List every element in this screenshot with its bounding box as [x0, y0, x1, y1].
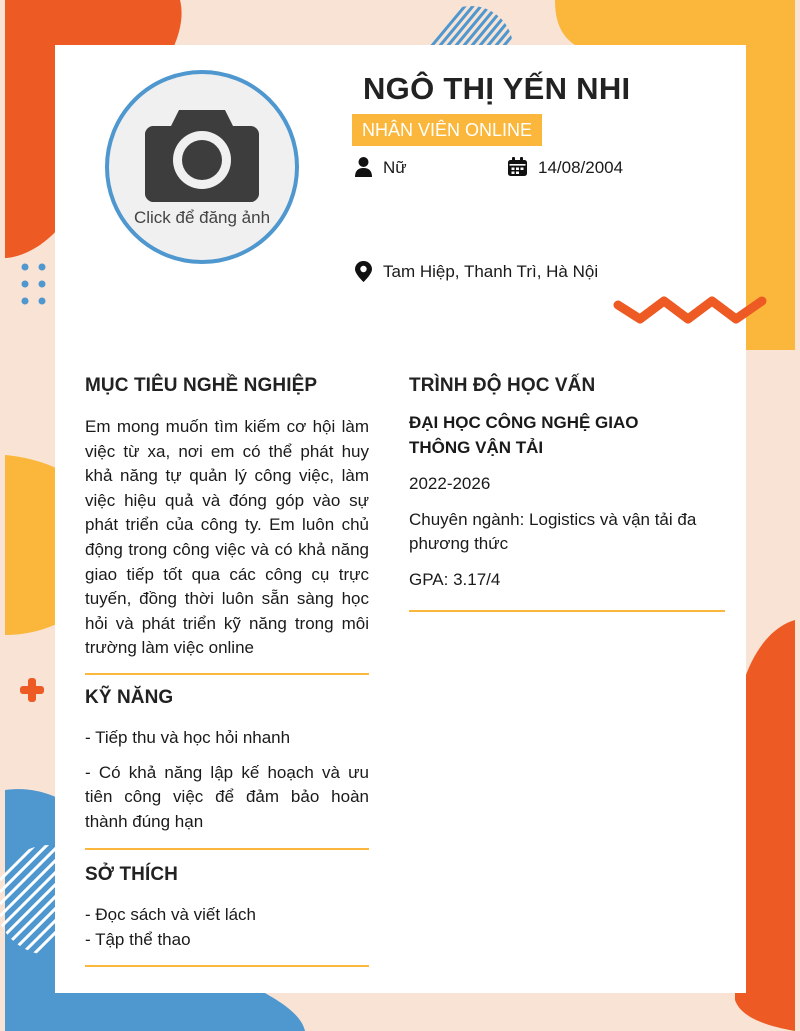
gender-value: Nữ	[383, 158, 407, 177]
hobby-item: - Tập thể thao	[85, 929, 191, 949]
major: Chuyên ngành: Logistics và vận tải đa phương thức	[409, 509, 697, 554]
plus-decoration	[20, 678, 44, 702]
hobby-item: - Đọc sách và viết lách	[85, 905, 257, 925]
left-column	[85, 375, 369, 967]
section-divider	[85, 673, 369, 675]
skills-heading: KỸ NĂNG	[85, 686, 174, 708]
location-pin-icon	[355, 261, 372, 282]
skill-item: - Có khả năng lập kế hoạch và ưu tiên công việc để đảm bảo hoàn thành đúng hạn	[85, 762, 369, 831]
position-badge: NHÂN VIÊN ONLINE	[352, 114, 542, 146]
section-divider	[85, 848, 369, 850]
objective-text: Em mong muốn tìm kiếm cơ hội làm việc từ xa, nơi em có thể phát huy khả năng tự quản lý công việc, làm việc hiệu quả và đóng góp vào sự phát triển của công ty. Em luôn chủ động trong công việc và có khả năng giao tiếp tốt qua các công cụ trực tuyến, đồng thời luôn sẵn sàng học hỏi và phát triển kỹ năng trong môi trường làm việc online	[85, 417, 369, 658]
right-column	[409, 375, 725, 612]
skill-item: - Tiếp thu và học hỏi nhanh	[85, 727, 291, 747]
section-divider	[409, 610, 725, 612]
candidate-name: NGÔ THỊ YẾN NHI	[363, 71, 631, 106]
zigzag-decoration	[612, 293, 774, 329]
education-heading: TRÌNH ĐỘ HỌC VẤN	[409, 375, 596, 396]
upload-photo-caption: Click để đăng ảnh	[133, 208, 271, 227]
profile-photo[interactable]	[105, 70, 299, 264]
user-icon	[355, 157, 372, 177]
section-divider	[85, 965, 369, 967]
calendar-icon	[508, 157, 527, 176]
resume-card	[55, 45, 746, 993]
objective-heading: MỤC TIÊU NGHỀ NGHIỆP	[85, 375, 318, 396]
hobbies-heading: SỞ THÍCH	[85, 864, 179, 886]
camera-icon	[145, 102, 259, 202]
gpa: GPA: 3.17/4	[409, 569, 501, 589]
birthdate-value: 14/08/2004	[538, 158, 624, 177]
study-years: 2022-2026	[409, 474, 491, 494]
address-value: Tam Hiệp, Thanh Trì, Hà Nội	[383, 262, 599, 281]
school-name: ĐẠI HỌC CÔNG NGHỆ GIAO THÔNG VẬN TẢI	[409, 413, 639, 457]
